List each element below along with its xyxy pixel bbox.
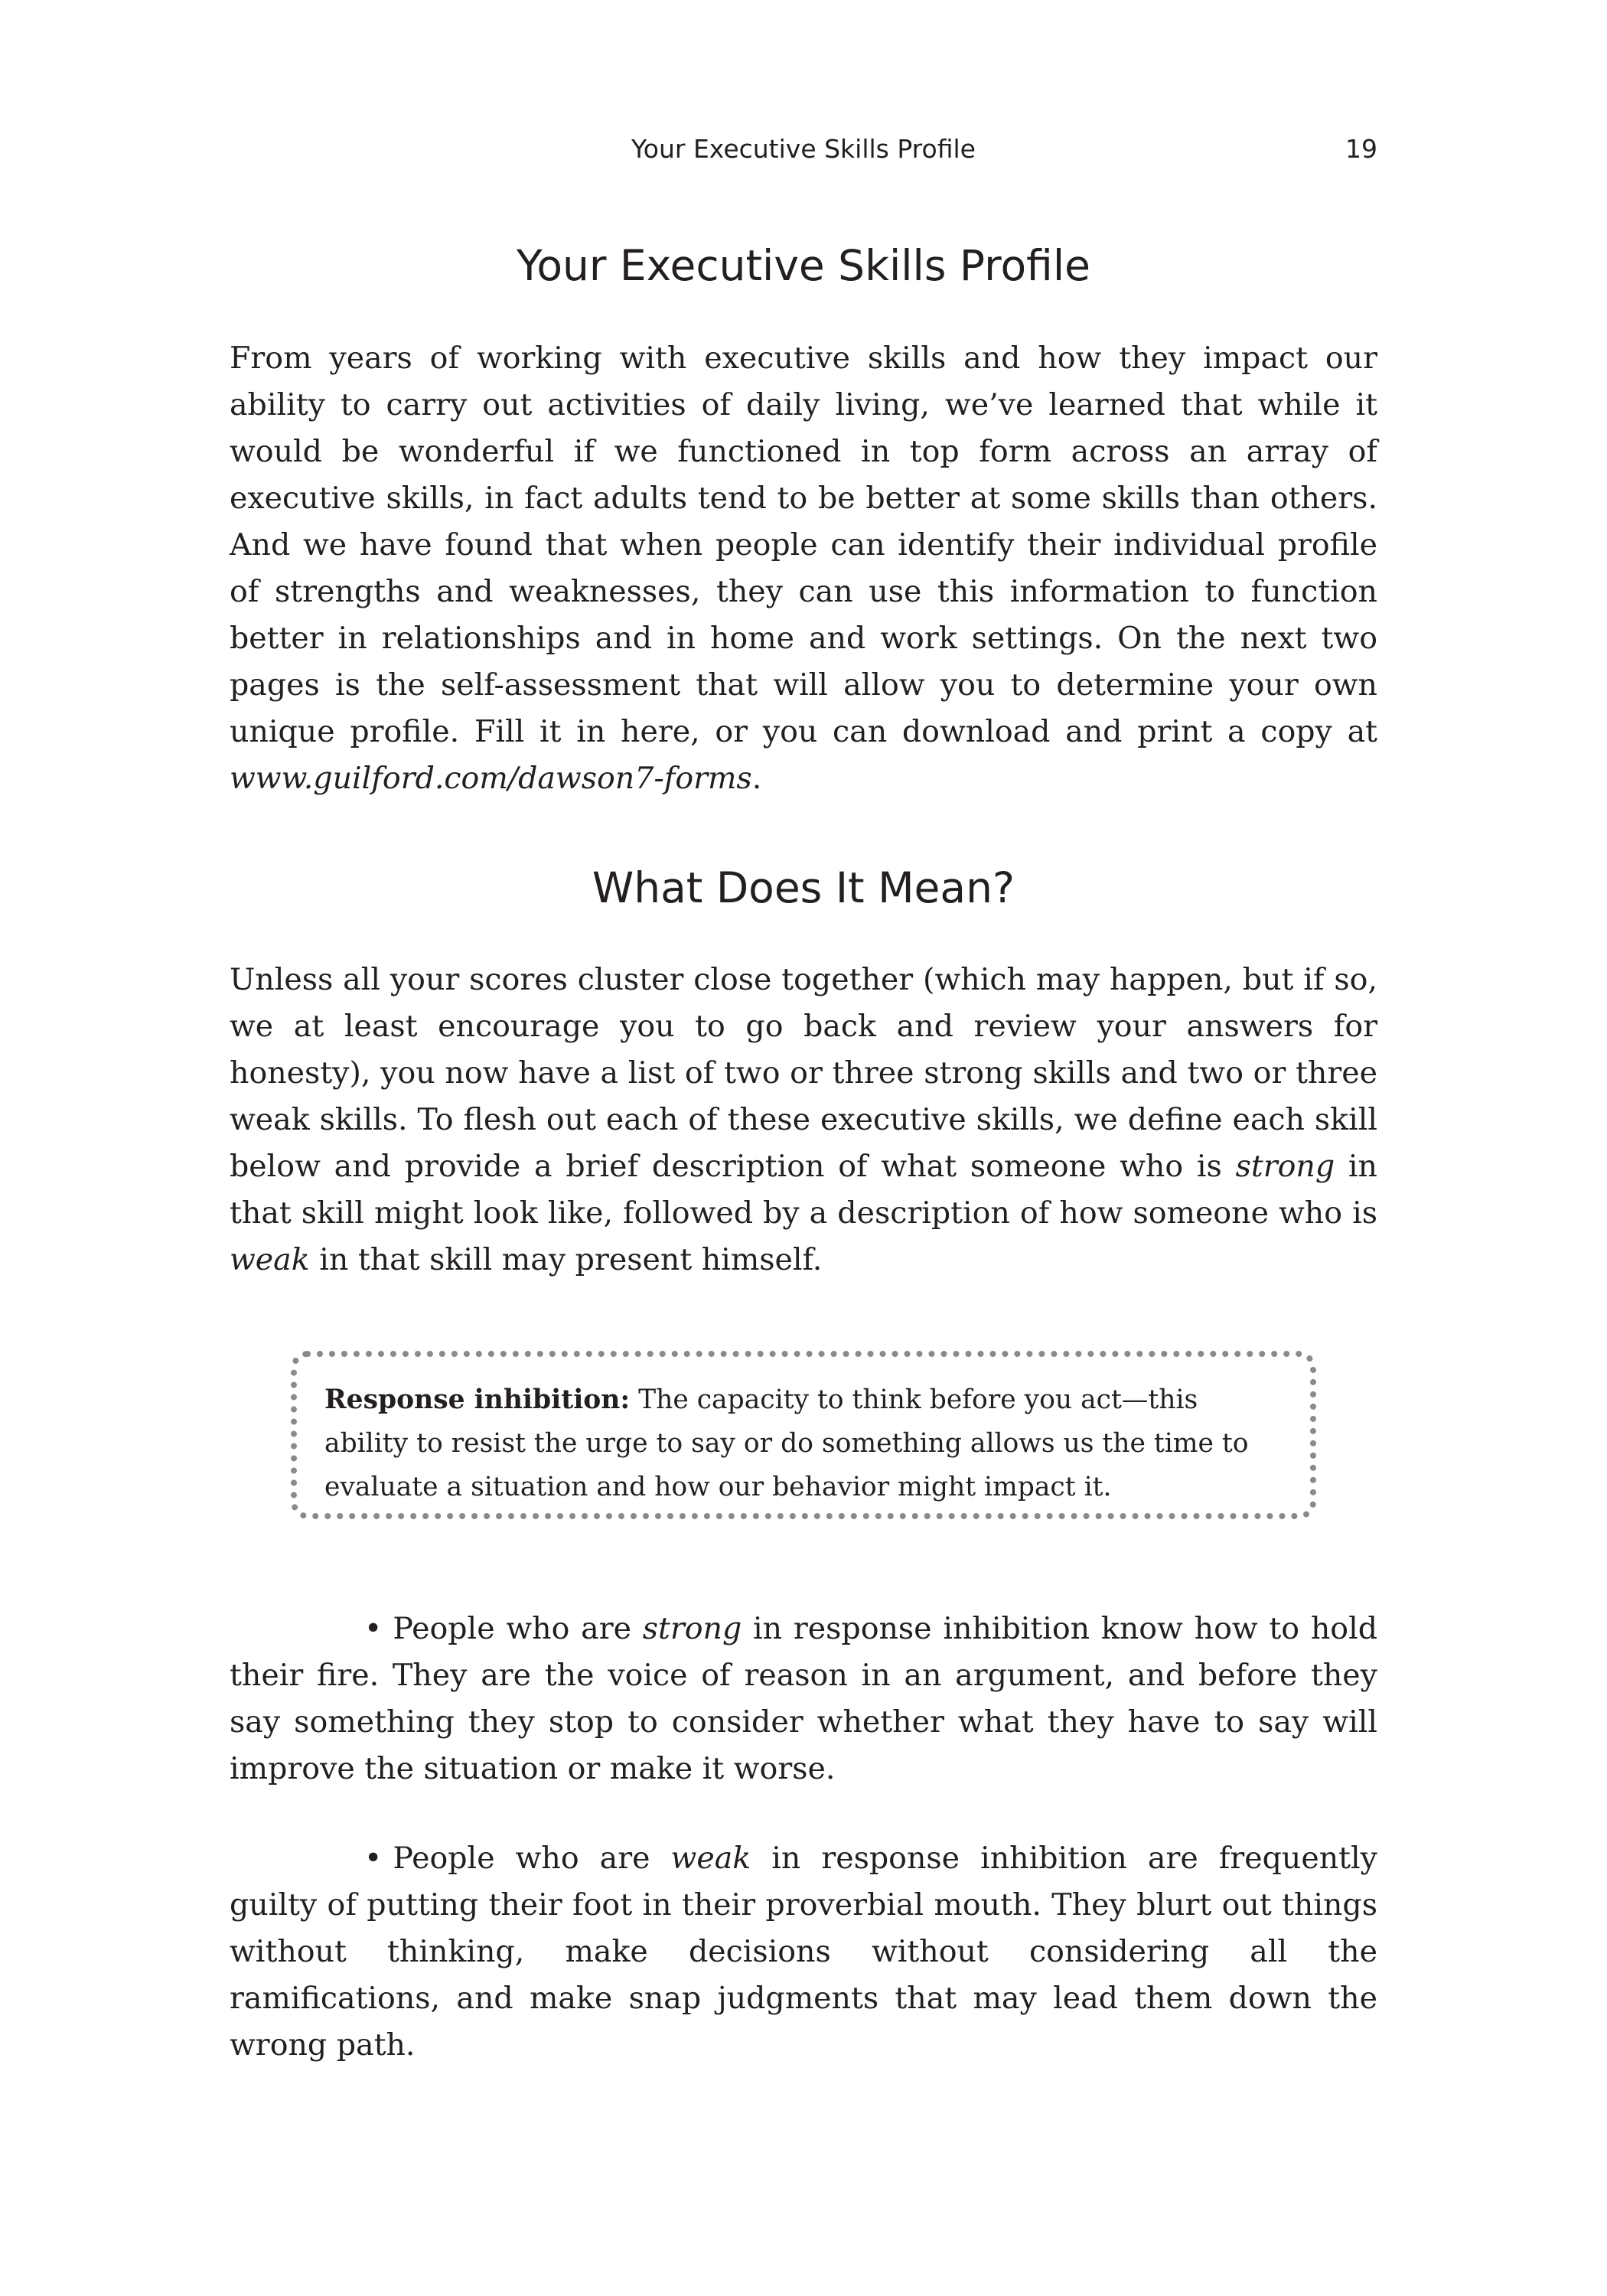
meaning-text-2: in that skill might look like, followed by a description of how someone who is xyxy=(230,1149,1377,1231)
meaning-text-3: in that skill may present himself. xyxy=(309,1242,823,1277)
running-head xyxy=(230,134,1377,180)
definition-callout-box xyxy=(291,1351,1316,1519)
forms-url: www.guilford.com/dawson7-forms xyxy=(230,761,752,796)
bullet-strong-after: in response inhibition know how to hold their fire. They are the voice of reason in an argument, and before they say something they stop to consider whether what they have to say will improve the situation or make it worse. xyxy=(230,1611,1377,1786)
bullet-item-weak xyxy=(230,1835,1377,2069)
section-heading-profile: Your Executive Skills Profile xyxy=(517,241,1090,290)
bullet-strong-before: People who are xyxy=(393,1611,643,1646)
intro-paragraph xyxy=(230,335,1377,802)
bullet-strong-em: strong xyxy=(642,1611,742,1646)
intro-paragraph-end: . xyxy=(751,761,762,796)
bullet-weak-em: weak xyxy=(670,1841,751,1876)
bullet-weak-before: People who are xyxy=(393,1841,671,1876)
callout-term: Response inhibition: xyxy=(324,1384,631,1415)
bullet-weak-after: in response inhibition are frequently guilty of putting their foot in their proverbial mouth. They blurt out things without thinking, make decisions without considering all the ramifications, and make snap judgments that may lead them down the wrong path. xyxy=(230,1841,1377,2063)
section-heading-meaning: What Does It Mean? xyxy=(592,863,1015,912)
callout-definition: The capacity to think before you act—this ability to resist the urge to say or do something allows us the time to evaluate a situation and how our behavior might impact it. xyxy=(324,1384,1249,1502)
meaning-text-1: Unless all your scores cluster close together (which may happen, but if so, we at least encourage you to go back and review your answers for honesty), you now have a list of two or three strong skills and two or three weak skills. To flesh out each of these executive skills, we define each skill below and provide a brief description of what someone who is xyxy=(230,962,1377,1184)
bullet-item-strong xyxy=(230,1606,1377,1792)
bullet-icon: • xyxy=(364,1611,383,1646)
intro-paragraph-text: From years of working with executive skills and how they impact our ability to carry out activities of daily living, we’ve learned that while it would be wonderful if we functioned in top form across an array of executive skills, in fact adults tend to be better at some skills than others. And we have found that when people can identify their individual profile of strengths and weaknesses, they can use this information to function better in relationships and in home and work settings. On the next two pages is the self-assessment that will allow you to determine your own unique profile. Fill it in here, or you can download and print a copy at xyxy=(230,341,1377,749)
page-number: 19 xyxy=(1345,134,1377,164)
bullet-icon: • xyxy=(364,1841,383,1876)
meaning-em-weak: weak xyxy=(230,1242,310,1277)
running-head-title: Your Executive Skills Profile xyxy=(631,134,976,164)
meaning-em-strong: strong xyxy=(1235,1149,1335,1184)
meaning-paragraph xyxy=(230,957,1377,1283)
